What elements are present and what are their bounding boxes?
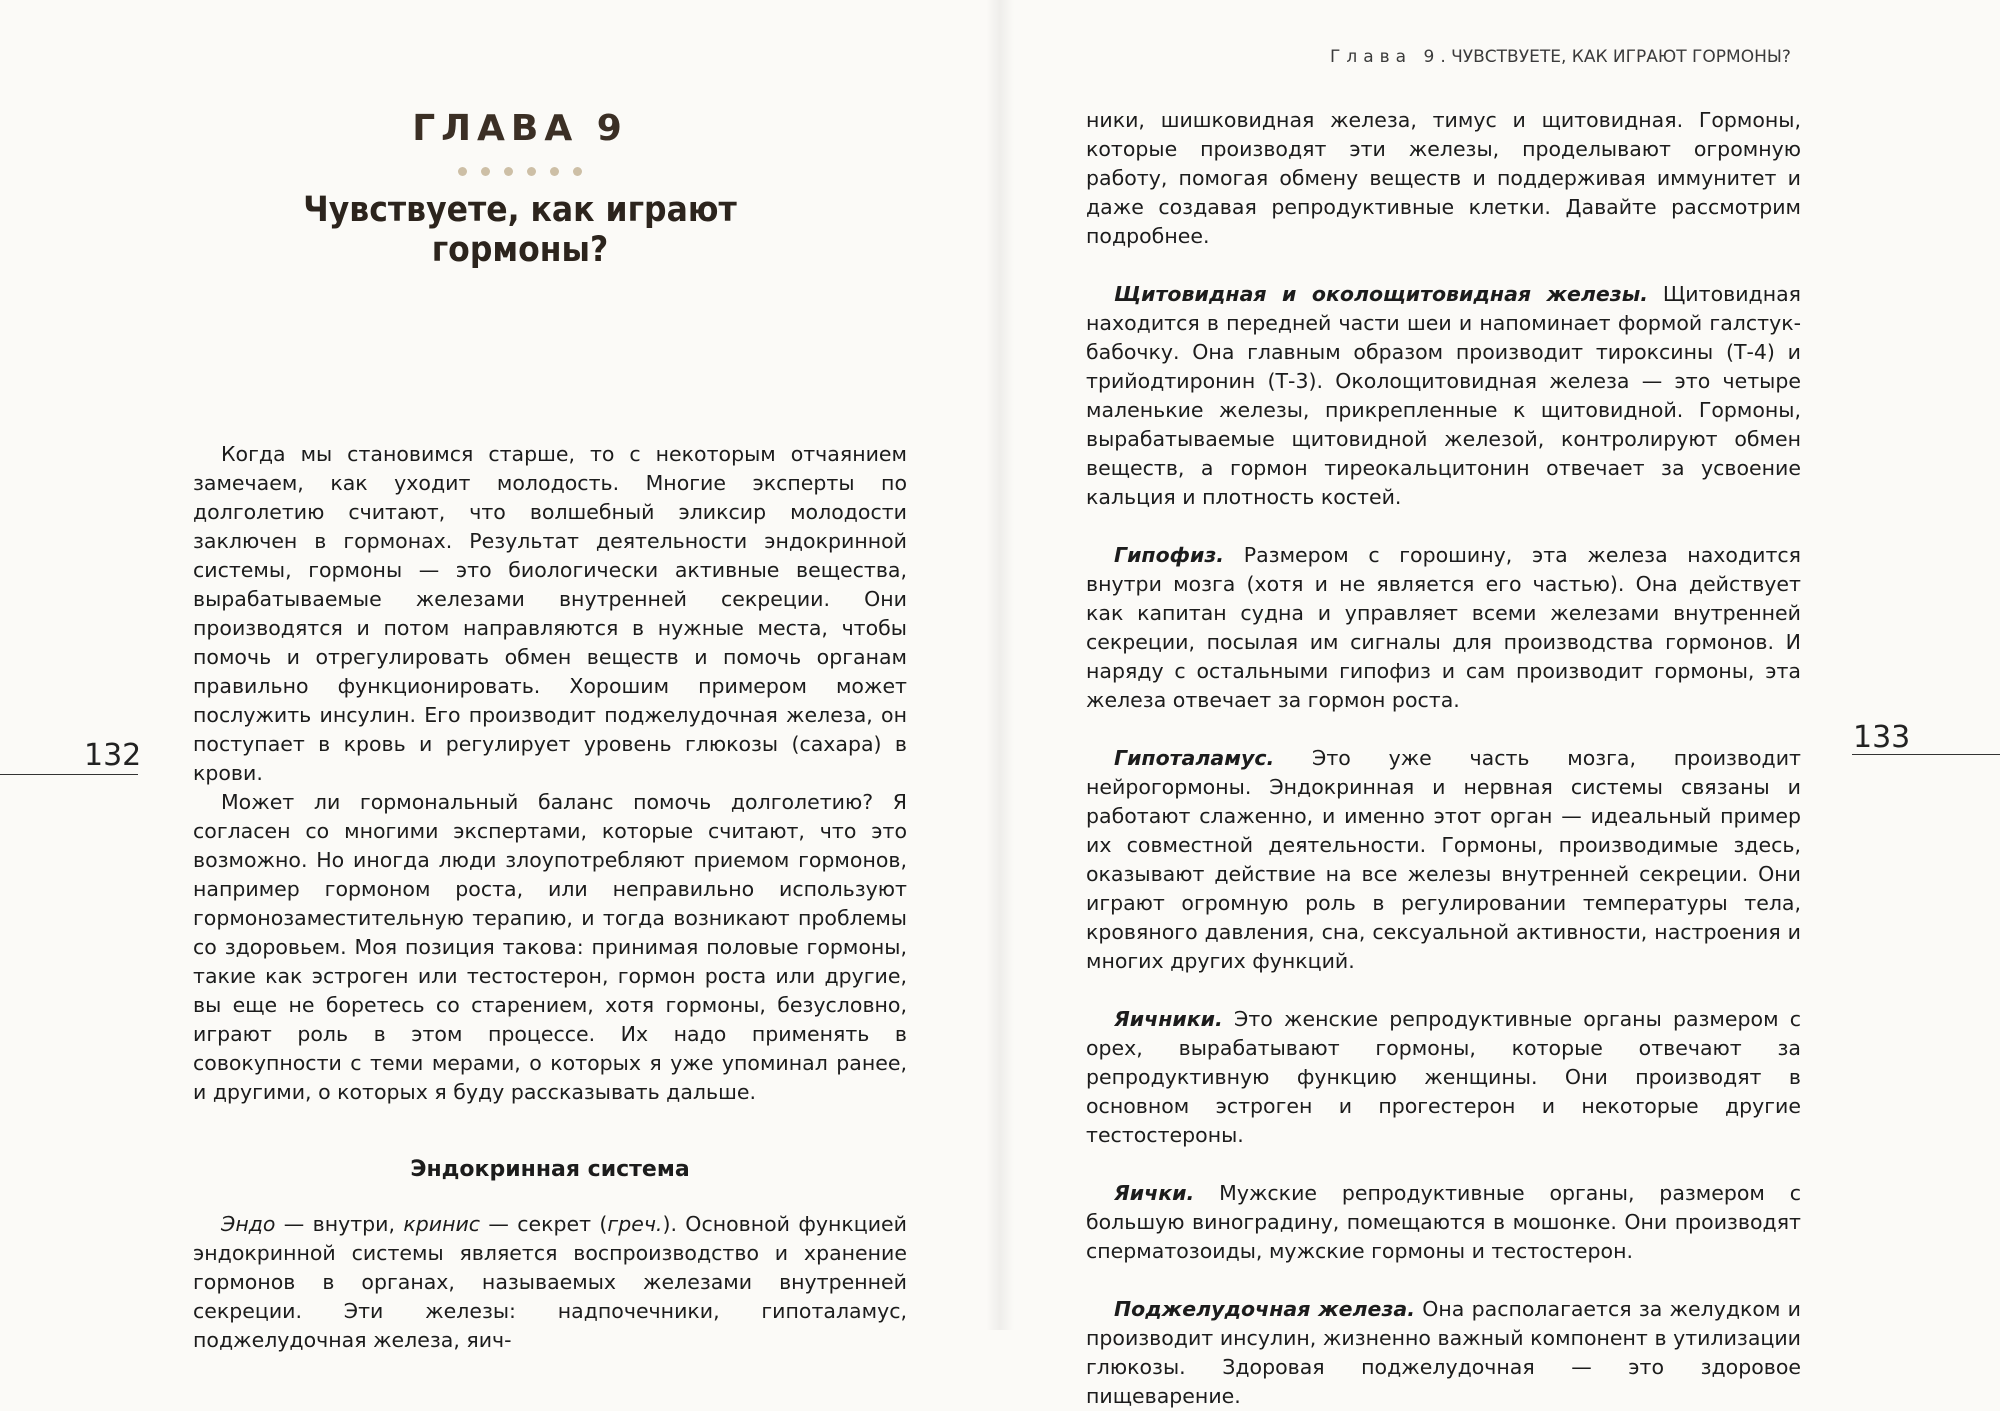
entry-text: Мужские репродуктивные органы, размером с большую виноградину, помещаются в мошонке. Они производят сперматозоиды, мужские гормоны и тестостерон.	[1086, 1181, 1801, 1263]
ornament-dot	[527, 167, 536, 176]
entry-lead: Поджелудочная железа.	[1114, 1297, 1415, 1321]
gland-entry-pancreas	[1086, 1295, 1801, 1411]
continuation-paragraph: ники, шишковидная железа, тимус и щитовидная. Гормоны, которые производят эти железы, проделывают огромную работу, помогая обмену веществ и поддерживая иммунитет и даже создавая репродуктивные клетки. Давайте рассмотрим подробнее.	[1086, 108, 1801, 248]
entry-lead: Гипоталамус.	[1114, 746, 1275, 770]
gland-entry-pituitary	[1086, 541, 1801, 715]
left-page	[0, 0, 1000, 1352]
gland-entry-thyroid	[1086, 280, 1801, 512]
gland-entry-testes	[1086, 1179, 1801, 1266]
entry-text: Размером с горошину, эта железа находится внутри мозга (хотя и не является его частью). Она действует как капитан судна и управляет всеми железами внутренней секреции, посылая им сигналы для производства гормонов. И наряду с остальными гипофиз и сам производит гормоны, эта железа отвечает за гормон роста.	[1086, 543, 1801, 712]
ornament-dot	[458, 167, 467, 176]
entry-lead: Яички.	[1114, 1181, 1195, 1205]
ornament-dot	[481, 167, 490, 176]
entry-text: Это уже часть мозга, производит нейрогормоны. Эндокринная и нервная системы связаны и работают слаженно, и именно этот орган — идеальный пример их совместной деятельности. Гормоны, производимые здесь, оказывают действие на все железы внутренней секреции. Они играют огромную роль в регулировании температуры тела, кровяного давления, сна, сексуальной активности, настроения и многих других функций.	[1086, 746, 1801, 973]
text-fragment: — секрет (	[480, 1212, 608, 1236]
text-fragment: — внутри,	[275, 1212, 404, 1236]
chapter-heading	[200, 108, 840, 270]
gland-entry-hypothalamus	[1086, 744, 1801, 976]
page-number-left: 132	[84, 738, 142, 773]
chapter-label: ГЛАВА 9	[412, 108, 628, 149]
running-header-label: Глава 9	[1330, 47, 1441, 67]
page-number-rule-right	[1852, 754, 2000, 755]
term-endo: Эндо	[221, 1212, 276, 1236]
right-body-text	[1086, 106, 1801, 1411]
page-number-rule-left	[0, 774, 138, 775]
entry-text: Это женские репродуктивные органы размером с орех, вырабатывают гормоны, которые отвечают за репродуктивную функцию женщины. Они производят в основном эстроген и прогестерон и некоторые другие тестостероны.	[1086, 1007, 1801, 1147]
term-krinis: кринис	[403, 1212, 481, 1236]
running-header	[1330, 47, 1790, 67]
page-number-right: 133	[1853, 720, 1911, 755]
ornament-dot	[550, 167, 559, 176]
entry-lead: Щитовидная и околощитовидная железы.	[1114, 282, 1649, 306]
entry-lead: Яичники.	[1114, 1007, 1223, 1031]
right-page	[1000, 0, 2000, 1408]
body-paragraph: Когда мы становимся старше, то с некоторым отчаянием замечаем, как уходит молодость. Многие эксперты по долголетию считают, что волшебный эликсир молодости заключен в гормонах. Результат деятельности эндокринной системы, гормоны — это биологически активные вещества, вырабатываемые железами внутренней секреции. Они производятся и потом направляются в нужные места, чтобы помочь и отрегулировать обмен веществ и помочь органам правильно функционировать. Хорошим примером может послужить инсулин. Его производит поджелудочная железа, он поступает в кровь и регулирует уровень глюкозы (сахара) в крови.	[193, 442, 907, 785]
term-greek: греч.	[607, 1212, 663, 1236]
text-fragment: ). Основной функцией эндокринной системы является воспроизводство и хранение гормонов в органах, называемых железами внутренней секреции. Эти железы: надпочечники, гипоталамус, поджелудочная железа, яич-	[193, 1212, 907, 1352]
running-header-title: . ЧУВСТВУЕТЕ, КАК ИГРАЮТ ГОРМОНЫ?	[1440, 47, 1791, 67]
section-heading: Эндокринная система	[410, 1157, 690, 1182]
gland-entry-ovaries	[1086, 1005, 1801, 1150]
body-paragraph: Может ли гормональный баланс помочь долголетию? Я согласен со многими экспертами, которые считают, что это возможно. Но иногда люди злоупотребляют приемом гормонов, например гормоном роста, или неправильно используют гормонозаместительную терапию, и тогда возникают проблемы со здоровьем. Моя позиция такова: принимая половые гормоны, такие как эстроген или тестостерон, гормон роста или другие, вы еще не боретесь со старением, хотя гормоны, безусловно, играют роль в этом процессе. Их надо применять в совокупности с теми мерами, о которых я уже упоминал ранее, и другими, о которых я буду рассказывать дальше.	[193, 790, 907, 1104]
ornament-dot	[573, 167, 582, 176]
ornament-dot	[504, 167, 513, 176]
entry-text: Щитовидная находится в передней части шеи и напоминает формой галстук-бабочку. Она главным образом производит тироксины (Т-4) и трийодтиронин (Т-3). Околощитовидная железа — это четыре маленькие железы, прикрепленные к щитовидной. Гормоны, вырабатываемые щитовидной железой, контролируют обмен веществ, а гормон тиреокальцитонин отвечает за усвоение кальция и плотность костей.	[1086, 282, 1801, 509]
left-body-text	[193, 440, 907, 1355]
entry-text: Она располагается за желудком и производит инсулин, жизненно важный компонент в утилизации глюкозы. Здоровая поджелудочная — это здоровое пищеварение.	[1086, 1297, 1802, 1408]
entry-lead: Гипофиз.	[1114, 543, 1225, 567]
endocrine-paragraph	[193, 1210, 907, 1355]
chapter-title: Чувствуете, как играют гормоны?	[303, 190, 737, 270]
ornament-divider	[200, 167, 840, 176]
